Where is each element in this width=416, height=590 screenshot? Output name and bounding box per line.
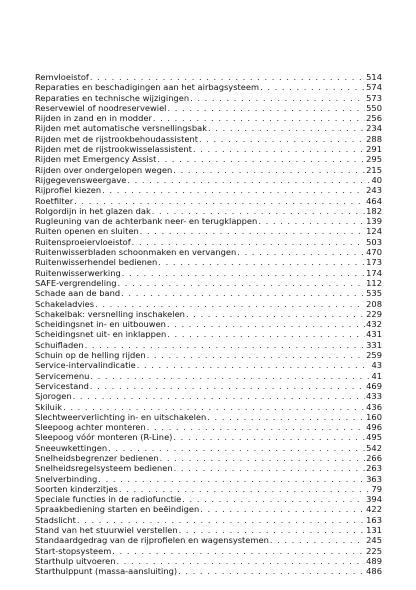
index-entry xyxy=(35,504,382,514)
index-term: Stadslicht xyxy=(35,514,76,525)
index-term: Rijgegevensweergave xyxy=(35,174,127,185)
index-entry xyxy=(35,299,382,309)
dot-leader xyxy=(121,288,365,298)
index-term: Rijden over ondergelopen wegen xyxy=(35,164,173,175)
index-term: Rolgordijn in het glazen dak xyxy=(35,205,151,216)
page-number: 263 xyxy=(366,463,382,474)
index-term: Scheidingsnet in- en uitbouwen xyxy=(35,319,166,330)
index-term: Servicestand xyxy=(35,380,89,391)
page-number: 433 xyxy=(366,391,382,402)
dot-leader xyxy=(137,360,371,370)
index-entry xyxy=(35,288,382,298)
index-entry xyxy=(35,185,382,195)
dot-leader xyxy=(167,329,365,339)
index-term: Starthulppunt (massa-aansluiting) xyxy=(35,566,178,577)
index-term: Standaardgedrag van de rijprofielen en wagensystemen xyxy=(35,535,269,546)
index-term: Sneeuwkettingen xyxy=(35,442,108,453)
index-term: Starthulp uitvoeren xyxy=(35,555,116,566)
page-number: 40 xyxy=(371,174,382,185)
page-number: 542 xyxy=(366,442,382,453)
index-entry xyxy=(35,381,382,391)
index-entry xyxy=(35,402,382,412)
index-entry xyxy=(35,82,382,92)
dot-leader xyxy=(74,196,365,206)
index-term: Service-intervalindicatie xyxy=(35,360,136,371)
index-term: Sleepoog vóór monteren (R-Line) xyxy=(35,432,173,443)
dot-leader xyxy=(117,556,366,566)
index-term: Ruitenwisserbladen schoonmaken en vervangen xyxy=(35,247,237,258)
page-number: 431 xyxy=(366,329,382,340)
dot-leader xyxy=(237,247,365,257)
dot-leader xyxy=(98,474,365,484)
index-entry xyxy=(35,453,382,463)
page-number: 41 xyxy=(371,370,382,381)
index-term: Rijden met de rijstrookbehoudassistent xyxy=(35,133,198,144)
dot-leader xyxy=(207,412,365,422)
index-entry xyxy=(35,237,382,247)
index-term: Rugleuning van de achterbank neer- en terugklappen xyxy=(35,216,258,227)
page-number: 363 xyxy=(366,473,382,484)
page-number: 229 xyxy=(366,308,382,319)
dot-leader xyxy=(140,226,365,236)
index-entry xyxy=(35,144,382,154)
dot-leader xyxy=(179,525,366,535)
page-number: 470 xyxy=(366,247,382,258)
page-number: 43 xyxy=(371,360,382,371)
index-entry xyxy=(35,206,382,216)
page-number: 112 xyxy=(366,277,382,288)
dot-leader xyxy=(85,340,366,350)
page-number: 495 xyxy=(366,432,382,443)
page-number: 163 xyxy=(366,514,382,525)
dot-leader xyxy=(173,432,365,442)
index-entry xyxy=(35,278,382,288)
page-number: 486 xyxy=(366,566,382,577)
page-number: 503 xyxy=(366,236,382,247)
dot-leader xyxy=(90,381,365,391)
index-term: Servicemenu xyxy=(35,370,90,381)
page-number: 464 xyxy=(366,195,382,206)
page-number: 550 xyxy=(366,102,382,113)
index-term: Snelheidsregelsysteem bedienen xyxy=(35,463,173,474)
index-entry xyxy=(35,525,382,535)
index-entry xyxy=(35,515,382,525)
dot-leader xyxy=(122,268,365,278)
page-number: 174 xyxy=(366,267,382,278)
page-number: 436 xyxy=(366,401,382,412)
index-term: Schuin op de helling rijden xyxy=(35,350,146,361)
index-entry xyxy=(35,226,382,236)
index-entry xyxy=(35,309,382,319)
index-term: Stand van het stuurwiel verstellen xyxy=(35,525,178,536)
page-number: 173 xyxy=(366,257,382,268)
dot-leader xyxy=(200,504,365,514)
index-entry xyxy=(35,268,382,278)
dot-leader xyxy=(186,309,365,319)
page-number: 243 xyxy=(366,185,382,196)
page-number: 394 xyxy=(366,494,382,505)
page-number: 535 xyxy=(366,288,382,299)
index-list xyxy=(35,72,382,577)
index-term: Reservewiel of noodreservewiel xyxy=(35,102,167,113)
index-term: Rijden met automatische versnellingsbak xyxy=(35,123,208,134)
page-number: 432 xyxy=(366,319,382,330)
index-term: Scheidingsnet uit- en inklappen xyxy=(35,329,167,340)
index-entry xyxy=(35,93,382,103)
page-number: 496 xyxy=(366,422,382,433)
page-number: 295 xyxy=(366,154,382,165)
page-number: 573 xyxy=(366,92,382,103)
page-number: 259 xyxy=(366,350,382,361)
dot-leader xyxy=(119,484,371,494)
index-entry xyxy=(35,391,382,401)
index-entry xyxy=(35,329,382,339)
index-entry xyxy=(35,443,382,453)
index-term: Schakelbak: versnelling inschakelen xyxy=(35,308,185,319)
dot-leader xyxy=(102,185,365,195)
dot-leader xyxy=(258,216,365,226)
dot-leader xyxy=(77,515,365,525)
page-number: 160 xyxy=(366,411,382,422)
index-term: SAFE-vergrendeling xyxy=(35,277,117,288)
page-number: 225 xyxy=(366,545,382,556)
index-term: Slechtweerverlichting in- en uitschakelen xyxy=(35,411,207,422)
page-number: 514 xyxy=(366,72,382,82)
index-term: Schakeladvies xyxy=(35,298,95,309)
page-number: 288 xyxy=(366,133,382,144)
index-term: Rijden in zand en in modder xyxy=(35,113,152,124)
page-number: 124 xyxy=(366,226,382,237)
page-number: 215 xyxy=(366,164,382,175)
index-term: Ruitensproeiervloeistof xyxy=(35,236,131,247)
page-number: 79 xyxy=(371,483,382,494)
index-entry xyxy=(35,113,382,123)
index-term: Remvloeistof xyxy=(35,72,89,82)
index-entry xyxy=(35,556,382,566)
dot-leader xyxy=(182,494,365,504)
index-entry xyxy=(35,494,382,504)
index-term: Reparaties en technische wijzigingen xyxy=(35,92,190,103)
dot-leader xyxy=(153,113,365,123)
dot-leader xyxy=(90,371,370,381)
index-term: Ruitenwisserwerking xyxy=(35,267,121,278)
index-entry xyxy=(35,360,382,370)
index-term: Roetfilter xyxy=(35,195,74,206)
index-term: Spraakbediening starten en beëindigen xyxy=(35,504,200,515)
index-entry xyxy=(35,566,382,576)
index-entry xyxy=(35,412,382,422)
index-entry xyxy=(35,463,382,473)
dot-leader xyxy=(63,402,365,412)
index-term: Speciale functies in de radiofunctie xyxy=(35,494,182,505)
index-entry xyxy=(35,123,382,133)
dot-leader xyxy=(112,546,365,556)
dot-leader xyxy=(108,443,365,453)
index-entry xyxy=(35,154,382,164)
dot-leader xyxy=(147,422,365,432)
index-term: Ruiten openen en sluiten xyxy=(35,226,139,237)
index-term: Ruitenwisserhendel bedienen xyxy=(35,257,158,268)
dot-leader xyxy=(260,82,365,92)
index-term: Schuifladen xyxy=(35,339,84,350)
page-number: 422 xyxy=(366,504,382,515)
page-number: 182 xyxy=(366,205,382,216)
dot-leader xyxy=(147,350,366,360)
page-number: 208 xyxy=(366,298,382,309)
index-term: Sleepoog achter monteren xyxy=(35,422,146,433)
page-number: 234 xyxy=(366,123,382,134)
index-entry xyxy=(35,72,382,82)
index-entry xyxy=(35,257,382,267)
page-number: 489 xyxy=(366,555,382,566)
dot-leader xyxy=(270,535,365,545)
index-entry xyxy=(35,165,382,175)
dot-leader xyxy=(127,175,370,185)
index-entry xyxy=(35,422,382,432)
index-entry xyxy=(35,546,382,556)
dot-leader xyxy=(167,319,365,329)
dot-leader xyxy=(158,257,365,267)
dot-leader xyxy=(193,144,365,154)
dot-leader xyxy=(95,299,365,309)
index-entry xyxy=(35,371,382,381)
dot-leader xyxy=(190,93,365,103)
index-term: Rijden met de rijstrookwisselassistent xyxy=(35,144,192,155)
index-entry xyxy=(35,535,382,545)
index-entry xyxy=(35,340,382,350)
index-entry xyxy=(35,432,382,442)
index-entry xyxy=(35,103,382,113)
dot-leader xyxy=(199,134,365,144)
index-entry xyxy=(35,350,382,360)
page-number: 131 xyxy=(366,525,382,536)
page-number: 574 xyxy=(366,82,382,93)
index-entry xyxy=(35,484,382,494)
index-entry xyxy=(35,196,382,206)
dot-leader xyxy=(73,391,366,401)
index-term: Snelverbinding xyxy=(35,473,98,484)
page-number: 469 xyxy=(366,380,382,391)
index-entry xyxy=(35,175,382,185)
page-number: 291 xyxy=(366,144,382,155)
page-number: 139 xyxy=(366,216,382,227)
dot-leader xyxy=(208,123,365,133)
dot-leader xyxy=(178,566,365,576)
dot-leader xyxy=(118,278,366,288)
index-entry xyxy=(35,216,382,226)
index-term: Skiluik xyxy=(35,401,63,412)
index-term: Rijprofiel kiezen xyxy=(35,185,102,196)
index-term: Schade aan de band xyxy=(35,288,121,299)
dot-leader xyxy=(90,72,365,82)
page-number: 331 xyxy=(366,339,382,350)
dot-leader xyxy=(152,206,365,216)
index-term: Sjorogen xyxy=(35,391,72,402)
dot-leader xyxy=(157,154,365,164)
index-term: Snelheidsbegrenzer bedienen xyxy=(35,452,159,463)
page-number: 245 xyxy=(366,535,382,546)
page-number: 256 xyxy=(366,113,382,124)
page-number: 266 xyxy=(366,452,382,463)
index-term: Rijden met Emergency Assist xyxy=(35,154,157,165)
dot-leader xyxy=(132,237,365,247)
dot-leader xyxy=(160,453,366,463)
index-entry xyxy=(35,474,382,484)
dot-leader xyxy=(168,103,366,113)
index-term: Start-stopsysteem xyxy=(35,545,112,556)
index-entry xyxy=(35,134,382,144)
dot-leader xyxy=(173,165,365,175)
index-term: Soorten kinderzitjes xyxy=(35,483,118,494)
index-term: Reparaties en beschadigingen aan het airbagsysteem xyxy=(35,82,260,93)
dot-leader xyxy=(174,463,366,473)
index-entry xyxy=(35,247,382,257)
index-entry xyxy=(35,319,382,329)
